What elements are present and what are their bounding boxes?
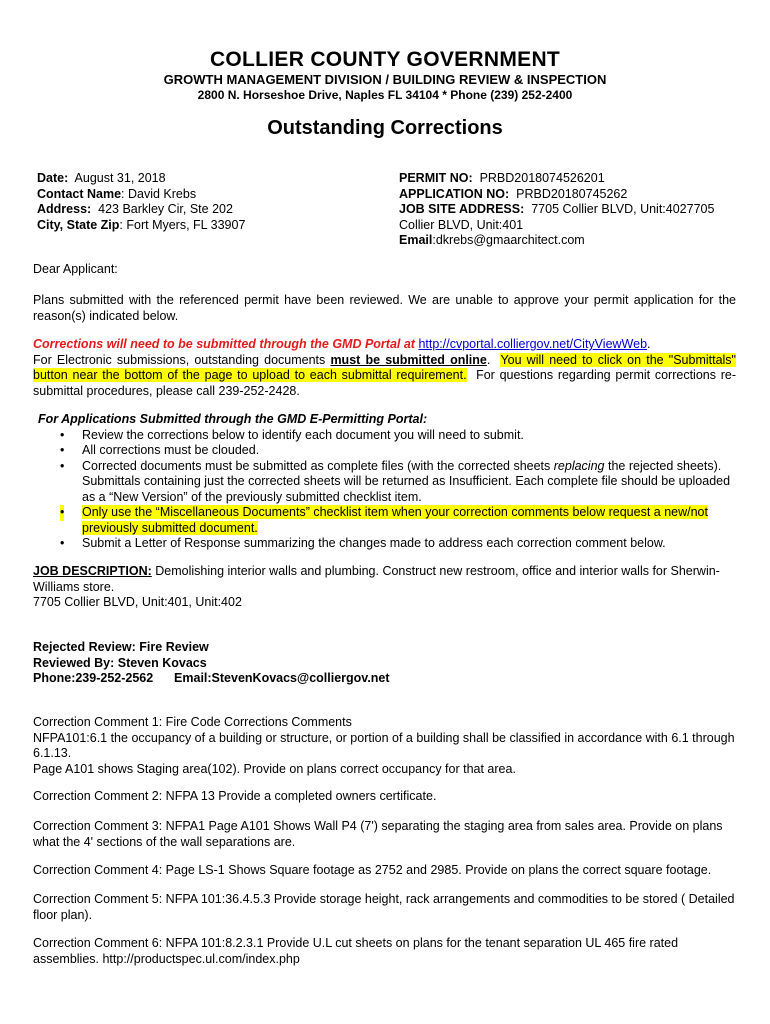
correction-comment-4: Correction Comment 4: Page LS-1 Shows Square footage as 2752 and 2985. Provide on plans the correct square footage. xyxy=(33,863,712,877)
correction-1-note: Page A101 shows Staging area(102). Provide on plans correct occupancy for that area. xyxy=(33,761,516,776)
correction-comment-2: Correction Comment 2: NFPA 13 Provide a completed owners certificate. xyxy=(33,789,437,803)
address-value: 423 Barkley Cir, Ste 202 xyxy=(98,202,233,216)
correction-comment-1 xyxy=(33,715,736,777)
page-title: Outstanding Corrections xyxy=(267,117,503,139)
bullet-icon: • xyxy=(60,536,65,550)
bullet-text: Review the corrections below to identify each document you will need to submit. xyxy=(82,427,524,442)
city-label: City, State Zip xyxy=(37,217,120,232)
application-value: PRBD20180745262 xyxy=(516,186,628,201)
greeting: Dear Applicant: xyxy=(33,262,118,276)
bullet-italic-text: replacing xyxy=(553,458,605,473)
date-line xyxy=(37,171,245,187)
bullet-text: Submit a Letter of Response summarizing the changes made to address each correction comment below. xyxy=(82,536,666,550)
division-name: GROWTH MANAGEMENT DIVISION / BUILDING REVIEW & INSPECTION xyxy=(163,72,607,87)
list-item xyxy=(33,443,736,459)
bullet-text: Corrected documents must be submitted as complete files (with the corrected sheets xyxy=(82,458,551,473)
submittals-highlight: You will need to click on the "Submittals" button near the bottom of the page to upload to each submittal requirement. xyxy=(33,352,736,382)
bullet-text: All corrections must be clouded. xyxy=(82,443,260,457)
must-submit-online: must be submitted online xyxy=(330,352,487,367)
rejected-review: Rejected Review: Fire Review xyxy=(33,640,209,654)
bullet-icon: • xyxy=(60,443,65,457)
eportal-heading: For Applications Submitted through the GMD E-Permitting Portal: xyxy=(38,412,428,426)
job-description-units: 7705 Collier BLVD, Unit:401, Unit:402 xyxy=(33,595,242,609)
list-item xyxy=(33,536,736,552)
email-label: Email xyxy=(399,233,433,247)
contact-line xyxy=(37,187,245,203)
portal-link[interactable]: http://cvportal.colliergov.net/CityViewWeb xyxy=(418,337,648,351)
portal-notice: Corrections will need to be submitted through the GMD Portal at xyxy=(33,337,415,351)
permit-value: PRBD2018074526201 xyxy=(479,171,605,185)
application-line xyxy=(399,187,714,203)
address-line xyxy=(37,202,245,218)
site-label: JOB SITE ADDRESS: xyxy=(399,202,525,216)
submission-instructions xyxy=(33,337,736,399)
correction-1-title: Correction Comment 1: Fire Code Corrections Comments xyxy=(33,715,352,729)
electronic-text: For Electronic submissions, outstanding documents xyxy=(33,352,326,367)
bullet-text-cont: the rejected sheets). Submittals containing just the corrected sheets will be returned as Insufficient. Each complete file should be uploaded as a “New Version” of the previously submitted checklist item. xyxy=(82,458,731,504)
correction-comment-5: Correction Comment 5: NFPA 101:36.4.5.3 Provide storage height, rack arrangements and commodities to be stored ( Detailed floor plan). xyxy=(33,892,735,922)
permit-info xyxy=(399,171,714,249)
job-description xyxy=(33,564,736,611)
application-label: APPLICATION NO: xyxy=(399,186,510,201)
permit-label: PERMIT NO: xyxy=(399,171,473,185)
email-line xyxy=(399,233,714,249)
job-description-label: JOB DESCRIPTION: xyxy=(33,564,152,578)
reviewer-contact: Phone:239-252-2562 Email:StevenKovacs@colliergov.net xyxy=(33,671,390,685)
correction-1-text: NFPA101:6.1 the occupancy of a building or structure, or portion of a building shall be classified in accordance with 6.1 through 6.1.13. xyxy=(33,730,735,760)
list-item xyxy=(33,459,736,506)
site-line-2: Collier BLVD, Unit:401 xyxy=(399,217,524,232)
date-value: August 31, 2018 xyxy=(74,171,166,185)
intro-paragraph: Plans submitted with the referenced permit have been reviewed. We are unable to approve your permit application for the reason(s) indicated below. xyxy=(33,293,736,323)
applicant-info xyxy=(37,171,245,233)
site-line xyxy=(399,202,714,218)
address-label: Address: xyxy=(37,202,92,216)
eportal-section xyxy=(33,412,736,552)
review-info xyxy=(33,640,736,687)
electronic-paragraph: For Electronic submissions, outstanding documents must be submitted online. You will need to click on the "Submittals" button near the bottom of the page to upload to each submittal requirement. For questions regarding permit corrections re-submittal procedures, please call 239-252-2428. xyxy=(33,352,737,398)
contact-label: Contact Name xyxy=(37,186,122,201)
correction-comment-3: Correction Comment 3: NFPA1 Page A101 Shows Wall P4 (7') separating the staging area from sales area. Provide on plans what the 4' sections of the wall separations are. xyxy=(33,819,723,849)
bullet-icon: • xyxy=(60,427,65,442)
city-line xyxy=(37,218,245,234)
city-value: : Fort Myers, FL 33907 xyxy=(119,217,246,232)
job-description-text: Demolishing interior walls and plumbing. Construct new restroom, office and interior walls for Sherwin-Williams store. xyxy=(33,564,720,594)
org-name: COLLIER COUNTY GOVERNMENT xyxy=(209,48,561,71)
list-item xyxy=(33,505,736,536)
org-address: 2800 N. Horseshoe Drive, Naples FL 34104 * Phone (239) 252-2400 xyxy=(197,88,573,102)
correction-comment-6: Correction Comment 6: NFPA 101:8.2.3.1 Provide U.L cut sheets on plans for the tenant separation UL 465 fire rated assemblies. http://productspec.ul.com/index.php xyxy=(33,936,679,966)
portal-line: Corrections will need to be submitted through the GMD Portal at http://cvportal.colliergov.net/CityViewWeb. xyxy=(33,337,651,351)
date-label: Date: xyxy=(37,171,69,185)
bullet-icon: • xyxy=(60,458,65,473)
list-item xyxy=(33,428,736,444)
site-value-1: 7705 Collier BLVD, Unit:4027705 xyxy=(531,202,715,216)
permit-line xyxy=(399,171,714,187)
email-value: :dkrebs@gmaarchitect.com xyxy=(432,233,585,247)
bullet-highlight-text: Only use the “Miscellaneous Documents” checklist item when your correction comments below request a new/not previously submitted document. xyxy=(82,505,708,535)
reviewed-by: Reviewed By: Steven Kovacs xyxy=(33,655,207,670)
bullet-icon: • xyxy=(60,505,65,519)
eportal-bullets xyxy=(33,428,736,552)
questions-text: For questions regarding permit corrections re-submittal procedures, please call 239-252-2428. xyxy=(33,368,737,398)
contact-value: : David Krebs xyxy=(121,186,197,201)
job-description-line xyxy=(33,564,736,595)
